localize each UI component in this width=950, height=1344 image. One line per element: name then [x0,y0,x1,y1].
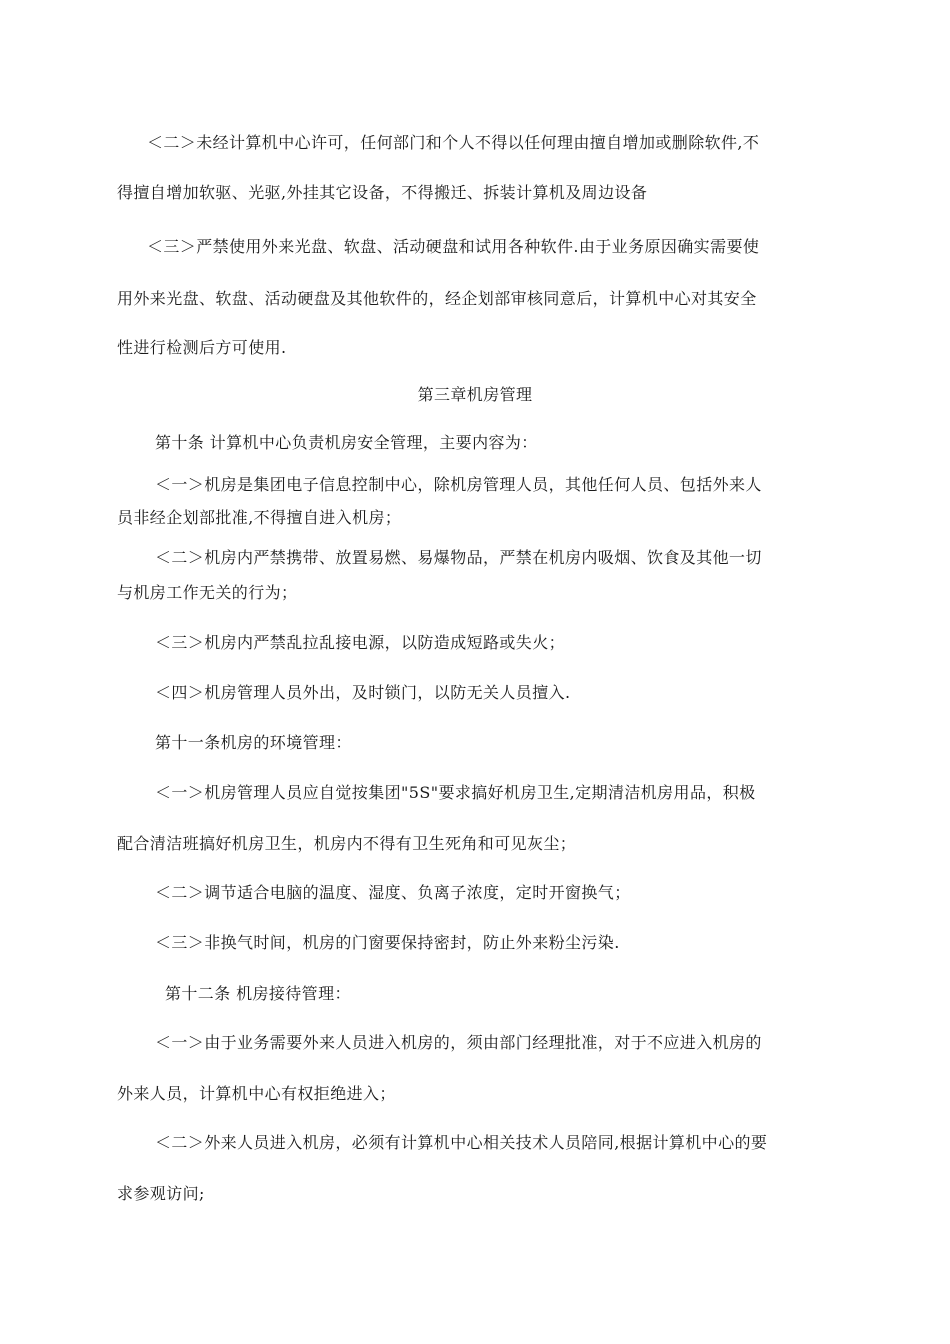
paragraph-line: 员非经企划部批准,不得擅自进入机房； [117,508,402,527]
paragraph-line: ＜一＞机房是集团电子信息控制中心，除机房管理人员，其他任何人员、包括外来人 [155,475,762,494]
paragraph-line: 得擅自增加软驱、光驱,外挂其它设备，不得搬迁、拆装计算机及周边设备 [117,183,648,202]
paragraph-line: ＜三＞机房内严禁乱拉乱接电源，以防造成短路或失火； [155,633,566,652]
paragraph-line: 性进行检测后方可使用. [117,338,287,357]
paragraph-line: ＜二＞机房内严禁携带、放置易燃、易爆物品，严禁在机房内吸烟、饮食及其他一切 [155,548,762,567]
paragraph-line: ＜二＞外来人员进入机房，必须有计算机中心相关技术人员陪同,根据计算机中心的要 [155,1133,768,1152]
paragraph-line: 用外来光盘、软盘、活动硬盘及其他软件的，经企划部审核同意后，计算机中心对其安全 [117,289,757,308]
paragraph-line: ＜三＞严禁使用外来光盘、软盘、活动硬盘和试用各种软件.由于业务原因确实需要使 [147,237,760,256]
paragraph-line: 配合清洁班搞好机房卫生，机房内不得有卫生死角和可见灰尘； [117,834,577,853]
paragraph-line: 外来人员，计算机中心有权拒绝进入； [117,1084,396,1103]
chapter-title: 第三章机房管理 [417,385,533,404]
article-heading: 第十二条 机房接待管理： [165,984,351,1003]
article-heading: 第十一条机房的环境管理： [155,733,352,752]
paragraph-line: ＜二＞未经计算机中心许可，任何部门和个人不得以任何理由擅自增加或删除软件,不 [147,133,760,152]
paragraph-line: ＜二＞调节适合电脑的温度、湿度、负离子浓度，定时开窗换气； [155,883,631,902]
paragraph-line: ＜四＞机房管理人员外出，及时锁门，以防无关人员擅入. [155,683,571,702]
article-heading: 第十条 计算机中心负责机房安全管理，主要内容为： [155,433,538,452]
paragraph-line: 求参观访问; [117,1184,205,1203]
paragraph-line: ＜一＞由于业务需要外来人员进入机房的，须由部门经理批准，对于不应进入机房的 [155,1033,762,1052]
paragraph-line: 与机房工作无关的行为； [117,583,298,602]
paragraph-line: ＜一＞机房管理人员应自觉按集团"5S"要求搞好机房卫生,定期清洁机房用品，积极 [155,783,756,802]
paragraph-line: ＜三＞非换气时间，机房的门窗要保持密封，防止外来粉尘污染. [155,933,620,952]
